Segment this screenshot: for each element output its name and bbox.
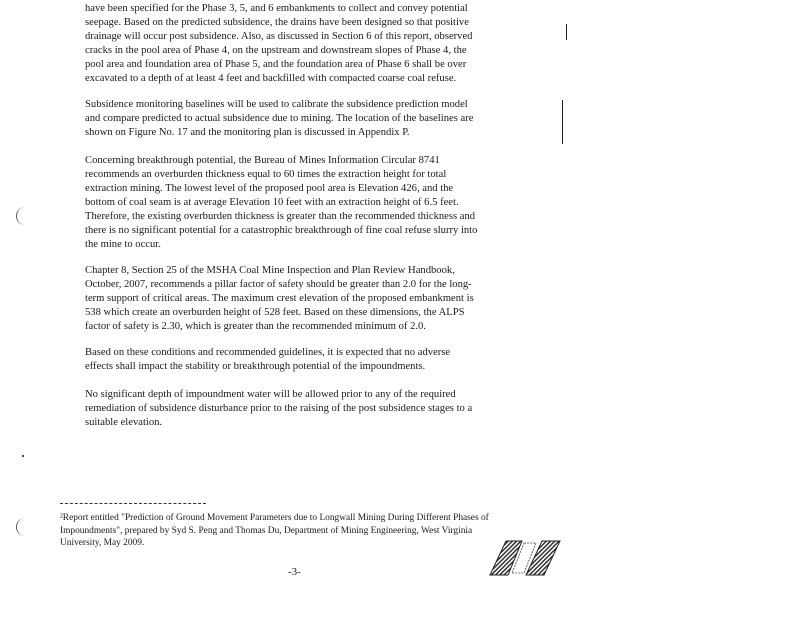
text-line: Based on these conditions and recommended guidelines, it is expected that no adverse bbox=[85, 347, 451, 358]
paragraph bbox=[85, 98, 545, 140]
page-number: -3- bbox=[288, 566, 301, 578]
text-line: Concerning breakthrough potential, the Bureau of Mines Information Circular 8741 bbox=[85, 155, 440, 166]
text-line: 538 which create an overburden height of 528 feet. Based on these dimensions, the ALPS bbox=[85, 307, 465, 318]
text-line: recommends an overburden thickness equal to 60 times the extraction height for total bbox=[85, 169, 447, 180]
paragraph bbox=[85, 154, 545, 252]
margin-mark bbox=[16, 518, 26, 536]
text-line: term support of critical areas. The maximum crest elevation of the proposed embankment is bbox=[85, 293, 474, 304]
text-line: there is no significant potential for a catastrophic breakthrough of fine coal refuse slurry into bbox=[85, 225, 478, 236]
text-line: No significant depth of impoundment water will be allowed prior to any of the required bbox=[85, 389, 456, 400]
text-line: suitable elevation. bbox=[85, 417, 163, 428]
text-line: Therefore, the existing overburden thickness is greater than the recommended thickness and bbox=[85, 211, 476, 222]
text-line: factor of safety is 2.30, which is greater than the recommended minimum of 2.0. bbox=[85, 321, 426, 332]
revision-bar bbox=[566, 24, 567, 40]
text-line: effects shall impact the stability or breakthrough potential of the impoundments. bbox=[85, 361, 426, 372]
text-line: seepage. Based on the predicted subsidence, the drains have been designed so that positive bbox=[85, 17, 469, 28]
text-line: extraction mining. The lowest level of the proposed pool area is Elevation 426, and the bbox=[85, 183, 454, 194]
paragraph bbox=[85, 2, 545, 86]
footnote-rule bbox=[60, 503, 206, 504]
margin-mark bbox=[16, 207, 26, 225]
footnote-line: University, May 2009. bbox=[60, 538, 145, 548]
text-line: have been specified for the Phase 3, 5, and 6 embankments to collect and convey potential bbox=[85, 3, 468, 14]
text-line: cracks in the pool area of Phase 4, on the upstream and downstream slopes of Phase 4, the bbox=[85, 45, 467, 56]
revision-bar bbox=[562, 100, 563, 144]
text-line: bottom of coal seam is at average Elevation 10 feet with an extraction height of 6.5 feet. bbox=[85, 197, 459, 208]
text-line: October, 2007, recommends a pillar factor of safety should be greater than 2.0 for the long- bbox=[85, 279, 472, 290]
text-line: Chapter 8, Section 25 of the MSHA Coal Mine Inspection and Plan Review Handbook, bbox=[85, 265, 455, 276]
text-line: shown on Figure No. 17 and the monitoring plan is discussed in Appendix P. bbox=[85, 127, 410, 138]
footnote-line: Impoundments", prepared by Syd S. Peng and Thomas Du, Department of Mining Engineering, West Virginia bbox=[60, 525, 473, 536]
text-line: drainage will occur post subsidence. Also, as discussed in Section 6 of this report, observed bbox=[85, 31, 473, 42]
paragraph bbox=[85, 264, 545, 334]
text-line: pool area and foundation area of Phase 5, and the foundation area of Phase 6 shall be over bbox=[85, 59, 467, 70]
footnote-line: ²Report entitled "Prediction of Ground Movement Parameters due to Longwall Mining During Different Phases of bbox=[60, 513, 489, 523]
seal-stamp-icon bbox=[488, 539, 562, 577]
text-line: remediation of subsidence disturbance prior to the raising of the post subsidence stages to a bbox=[85, 403, 473, 414]
text-line: the mine to occur. bbox=[85, 239, 161, 250]
text-line: and compare predicted to actual subsidence due to mining. The location of the baselines are bbox=[85, 113, 474, 124]
footnote bbox=[60, 512, 530, 550]
paragraph bbox=[85, 388, 545, 430]
margin-dot bbox=[22, 455, 24, 457]
text-line: Subsidence monitoring baselines will be used to calibrate the subsidence prediction model bbox=[85, 99, 468, 110]
paragraph bbox=[85, 346, 545, 374]
text-line: excavated to a depth of at least 4 feet and backfilled with compacted coarse coal refuse. bbox=[85, 73, 457, 84]
